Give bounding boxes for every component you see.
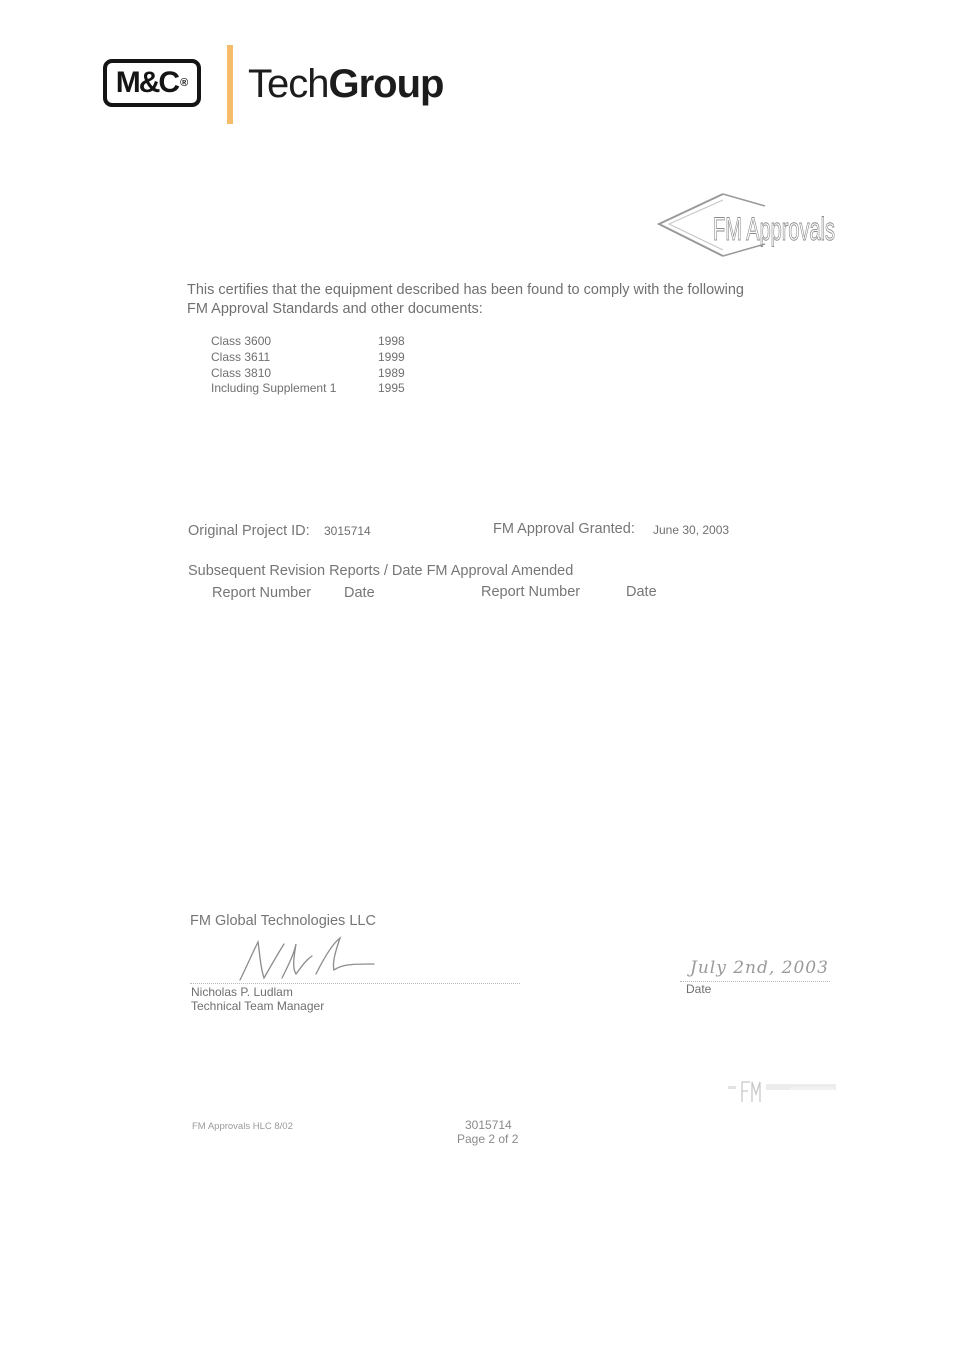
intro-line-2: FM Approval Standards and other documents: bbox=[187, 301, 483, 317]
standard-name: Class 3600 bbox=[211, 334, 272, 348]
standard-year: 1995 bbox=[378, 381, 405, 395]
revisions-col-date: Date bbox=[344, 585, 375, 601]
fm-global-mark-icon bbox=[728, 1078, 840, 1104]
standard-year: 1989 bbox=[378, 366, 405, 380]
handwritten-date: July 2nd, 2003 bbox=[690, 958, 829, 978]
standard-name: Class 3810 bbox=[211, 366, 272, 380]
form-identifier: FM Approvals HLC 8/02 bbox=[192, 1121, 293, 1132]
signature-icon bbox=[236, 934, 378, 984]
standard-name: Including Supplement 1 bbox=[211, 381, 337, 395]
standard-name: Class 3611 bbox=[211, 350, 271, 364]
page-number: Page 2 of 2 bbox=[457, 1132, 519, 1146]
revisions-col-report-number: Report Number bbox=[212, 585, 312, 601]
approval-granted-date: June 30, 2003 bbox=[653, 523, 730, 537]
techgroup-logo bbox=[248, 60, 443, 108]
signer-title: Technical Team Manager bbox=[191, 999, 325, 1013]
signer-name: Nicholas P. Ludlam bbox=[191, 985, 293, 999]
signature-line bbox=[190, 983, 520, 984]
fm-approvals-logo-text: FM Approvals bbox=[713, 211, 835, 247]
logo-divider bbox=[227, 45, 233, 124]
company-name: FM Global Technologies LLC bbox=[190, 913, 376, 929]
project-id-label: Original Project ID: bbox=[188, 523, 310, 539]
standard-year: 1998 bbox=[378, 334, 405, 348]
project-id-value: 3015714 bbox=[324, 524, 371, 538]
fm-approvals-logo-icon bbox=[655, 190, 840, 262]
approval-granted-label: FM Approval Granted: bbox=[493, 521, 635, 537]
doc-number: 3015714 bbox=[465, 1118, 512, 1132]
certification-statement bbox=[187, 281, 744, 319]
intro-line-1: This certifies that the equipment described has been found to comply with the following bbox=[187, 282, 744, 298]
standard-year: 1999 bbox=[378, 350, 405, 364]
registered-mark: ® bbox=[180, 77, 189, 89]
revisions-col-date-2: Date bbox=[626, 584, 657, 600]
date-label: Date bbox=[686, 982, 712, 996]
revisions-col-report-number-2: Report Number bbox=[481, 584, 581, 600]
revisions-heading: Subsequent Revision Reports / Date FM Approval Amended bbox=[188, 563, 574, 579]
mc-logo bbox=[103, 59, 201, 107]
logo-tech: Tech bbox=[248, 62, 329, 106]
logo-group: Group bbox=[328, 62, 444, 106]
mc-logo-text: M&C bbox=[115, 66, 179, 99]
